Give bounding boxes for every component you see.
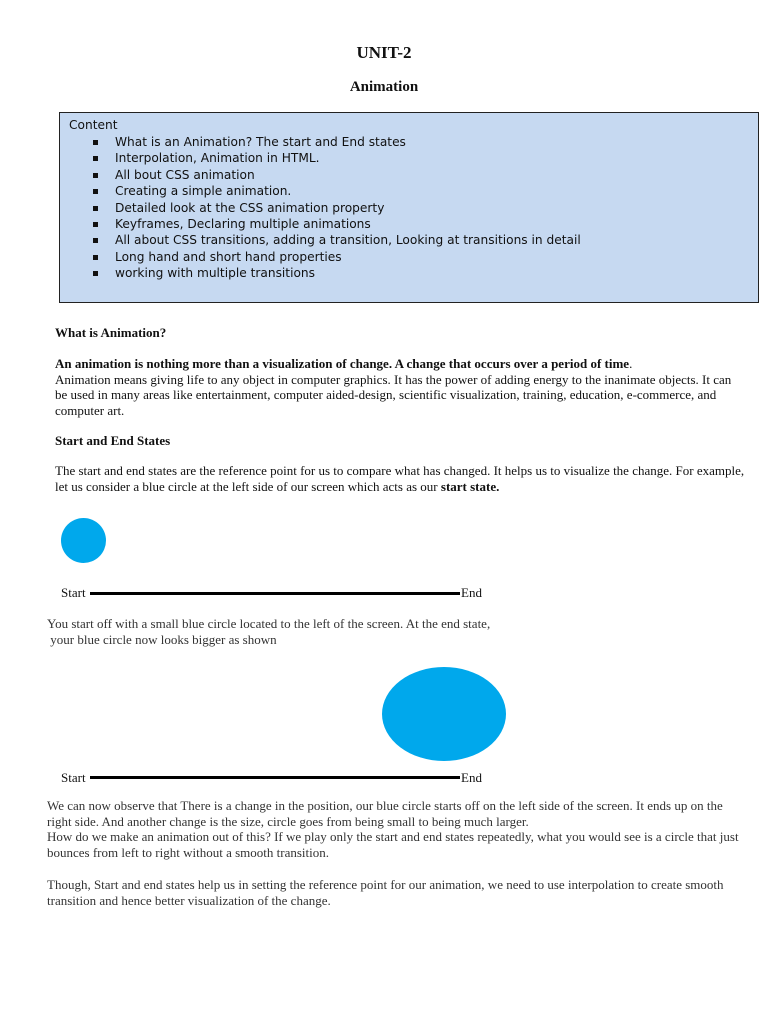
start-state-term: start state. [440, 478, 500, 494]
content-list-item: All bout CSS animation [60, 167, 581, 183]
interpolation-paragraph: Though, Start and end states help us in setting the reference point for our animation, we need to use interpolation to create smooth transition and hence better visualization of the change. [47, 877, 724, 908]
observation-text: We can now observe that There is a change in the position, our blue circle starts off on the left side of the screen. It ends up on the right side. And another change is the size, circle goes from being small to being much larger. [47, 798, 723, 829]
page-title: Animation [349, 79, 419, 95]
definition-lead: An animation is nothing more than a visualization of change. A change that occurs over a period of time [55, 356, 630, 371]
content-list [60, 134, 581, 282]
content-list-item: All about CSS transitions, adding a transition, Looking at transitions in detail [60, 232, 581, 248]
diagram1-track-line [90, 592, 460, 595]
content-list-item: What is an Animation? The start and End states [60, 134, 581, 150]
observation-paragraph [47, 798, 747, 860]
content-list-item: Keyframes, Declaring multiple animations [60, 216, 581, 232]
diagram1-end-label: End [461, 585, 482, 600]
definition-lead-period: . [629, 356, 633, 371]
section-heading-start-end-states: Start and End States [55, 433, 171, 448]
question-text: How do we make an animation out of this? If we play only the start and end states repeatedly, what you would see is a circle that just bounces from left to right without a smooth transition. [47, 829, 739, 860]
content-box [59, 112, 759, 303]
diagram2-track-line [90, 776, 460, 779]
circle-description-line1: You start off with a small blue circle located to the left of the screen. At the end state, [47, 616, 491, 631]
animation-definition-paragraph [55, 356, 745, 418]
content-list-item: Creating a simple animation. [60, 183, 581, 199]
start-end-paragraph [55, 463, 745, 494]
start-end-text: The start and end states are the reference point for us to compare what has changed. It helps us to visualize the change. For example, let us consider a blue circle at the left side of our screen which acts as our [55, 463, 745, 494]
unit-title: UNIT-2 [356, 43, 412, 62]
circle-description-paragraph [47, 616, 747, 647]
diagram2-end-label: End [461, 770, 482, 785]
content-list-item: Interpolation, Animation in HTML. [60, 150, 581, 166]
diagram1-start-label: Start [61, 585, 86, 600]
small-blue-circle [61, 518, 106, 563]
circle-description-line2: your blue circle now looks bigger as shown [47, 631, 277, 647]
definition-body: Animation means giving life to any object in computer graphics. It has the power of adding energy to the inanimate objects. It can be used in many areas like entertainment, computer aided-design, scientific visualization, training, education, e-commerce, and computer art. [55, 371, 732, 418]
content-list-item: Detailed look at the CSS animation property [60, 200, 581, 216]
content-list-item: working with multiple transitions [60, 265, 581, 281]
large-blue-circle [382, 667, 506, 761]
diagram2-start-label: Start [61, 770, 86, 785]
content-list-item: Long hand and short hand properties [60, 249, 581, 265]
content-heading: Content [69, 118, 118, 132]
section-heading-what-is-animation: What is Animation? [55, 325, 167, 340]
